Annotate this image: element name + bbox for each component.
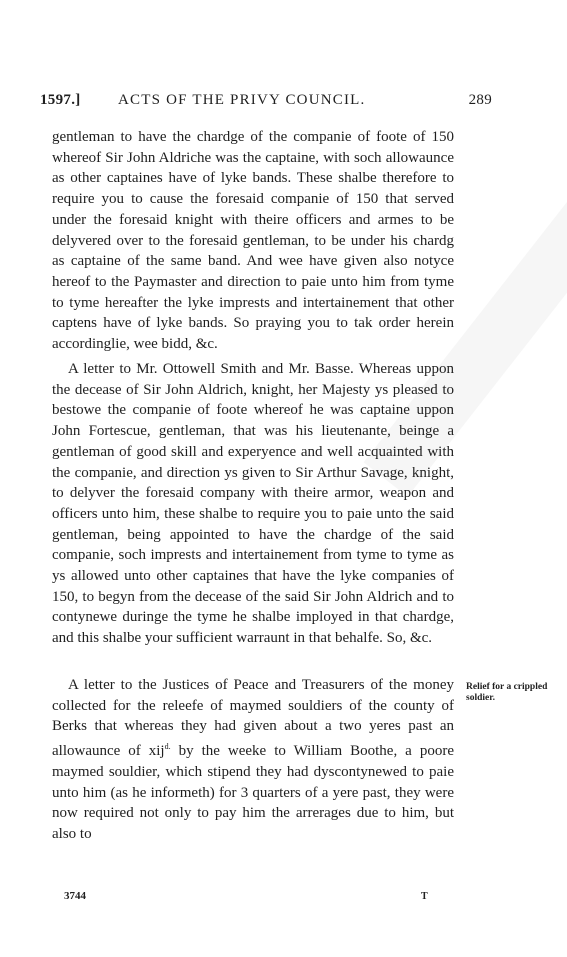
margin-note: Relief for a crippled soldier. bbox=[466, 682, 548, 703]
running-header bbox=[40, 92, 492, 116]
page-number: 289 bbox=[468, 92, 492, 108]
paragraph-continuation: gentleman to have the chardge of the companie of foote of 150 whereof Sir John Aldriche was the captaine, with soch allowaunce as other captaines have of lyke bands. These shalbe therefore to require you to cause the foresaid companie of 150 that served under the foresaid knight with theire officers and armes to be delyvered over to the foresaid gentleman, to be under his chardg as captaine of the same band. And wee have given also notyce hereof to the Paymaster and direction to paie unto him from tyme to tyme hereafter the lyke imprests and intertainement that other captens have of lyke bands. So praying you to tak order herein accordinglie, wee bidd, &c. bbox=[52, 129, 454, 353]
paragraph-text-before: A letter to the Justices of Peace and Treasurers of the money collected for the releefe of maymed souldiers of the county of Berks that whereas they had given about a two yeres past an allowaunce of xij bbox=[52, 677, 454, 760]
paragraph-text-after: by the weeke to William Boothe, a poore maymed souldier, which stipend they had dyscontynewed to paie unto him (as he informeth) for 3 quarters of a yere past, they were now required not only to pay him the arrerages due to him, but also to bbox=[52, 743, 454, 842]
superscript-d: d. bbox=[164, 742, 171, 752]
signature-mark: T bbox=[421, 891, 428, 902]
header-year: 1597.] bbox=[40, 92, 81, 108]
paragraph-letter-smith-basse: A letter to Mr. Ottowell Smith and Mr. Basse. Whereas uppon the decease of Sir John Aldrich, knight, her Majesty ys pleased to bestowe the companie of foote whereof he was captaine uppon John Fortescue, gentleman, that was his lieutenante, beinge a gentleman of good skill and experyence and well acquainted with the companie, and direction ys given to Sir Arthur Savage, knight, to delyver the foresaid company with theire armor, weapon and officers unto him, these shalbe to require you to paie unto the said gentleman, being appointed to have the chardge of the said companie, soch imprests and intertainement from tyme to tyme as ys allowed unto other captaines that have the lyke companies of 150, to begyn from the decease of the said Sir John Aldrich and to contynewe duringe the tyme he shalbe imployed in that chardge, and this shalbe your sufficient warraunt in that behalfe. So, &c. bbox=[52, 361, 454, 647]
header-title: ACTS OF THE PRIVY COUNCIL. bbox=[118, 92, 366, 108]
signature-number: 3744 bbox=[64, 890, 86, 902]
paragraph-letter-justices bbox=[52, 675, 454, 845]
